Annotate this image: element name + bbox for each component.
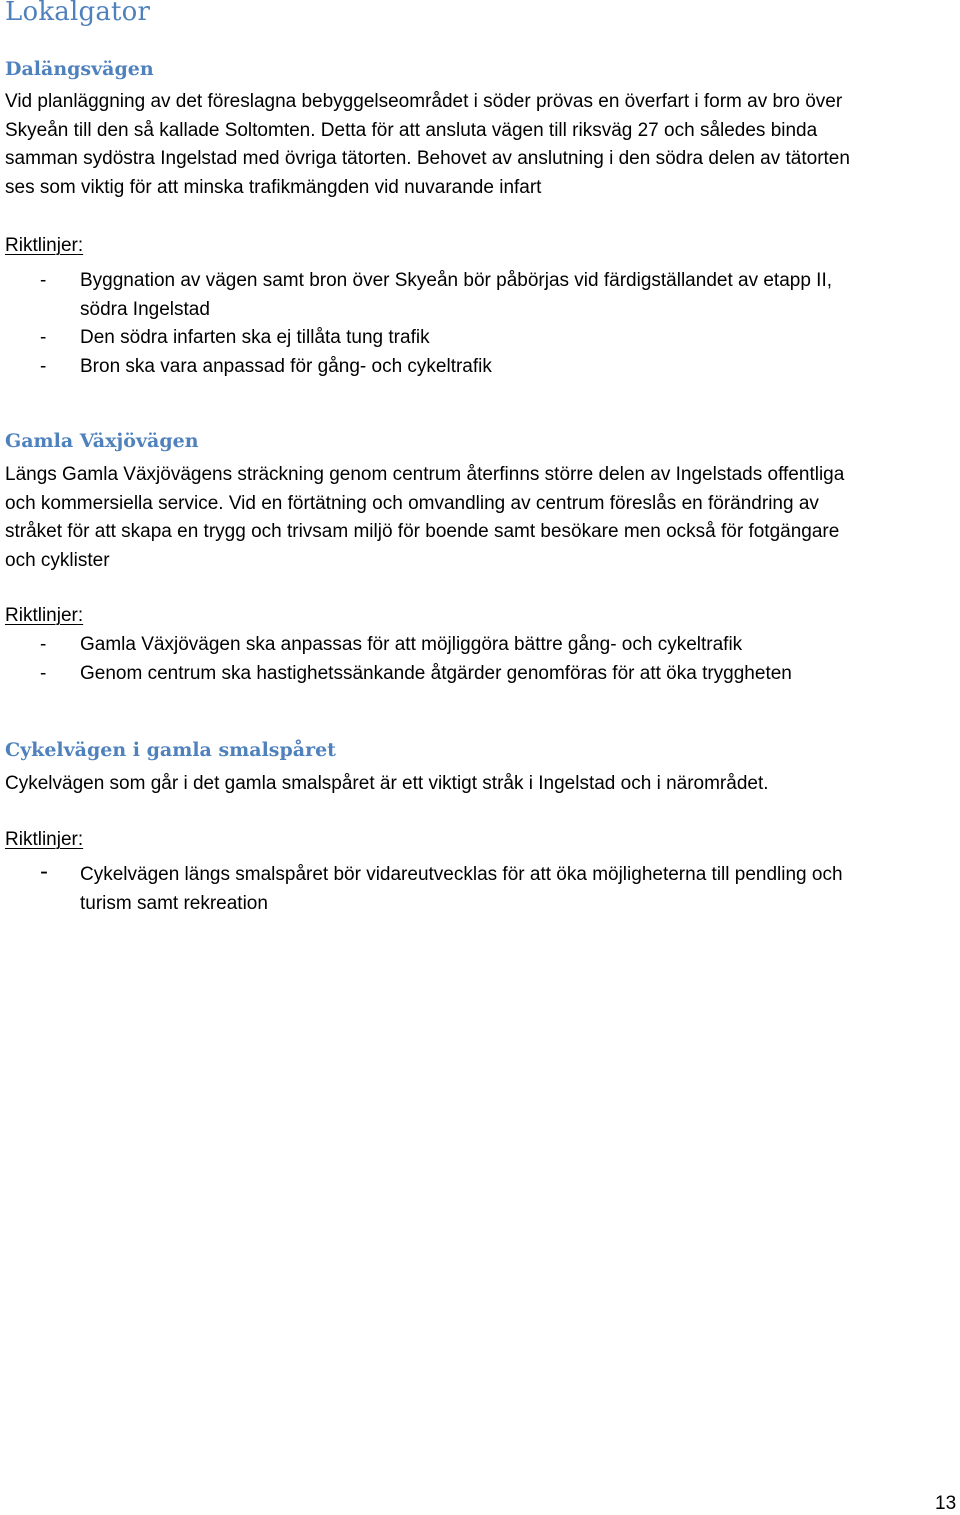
section-intro-cykelvagen xyxy=(5,770,950,799)
guideline-item xyxy=(5,353,950,382)
guidelines-list-gamla-vaxjovagen xyxy=(5,631,950,688)
guideline-item xyxy=(5,324,950,353)
list-dash: - xyxy=(40,634,47,655)
guideline-line: Genom centrum ska hastighetssänkande åtgärder genomföras för att öka tryggheten xyxy=(80,662,792,684)
guideline-line: Cykelvägen längs smalspåret bör vidareutvecklas för att öka möjligheterna till pendling och xyxy=(80,864,843,885)
list-dash: - xyxy=(40,355,47,377)
intro-line: och cyklister xyxy=(5,549,110,571)
guideline-line: Den södra infarten ska ej tillåta tung trafik xyxy=(80,327,430,349)
intro-line: samman sydöstra Ingelstad med övriga tätorten. Behovet av anslutning i den södra delen av tätorten xyxy=(5,148,850,170)
guideline-line: turism samt rekreation xyxy=(80,892,268,914)
list-dash: - xyxy=(40,327,47,349)
section-heading-gamla-vaxjovagen: Gamla Växjövägen xyxy=(5,430,199,452)
intro-line: Skyeån till den så kallade Soltomten. Detta för att ansluta vägen till riksväg 27 och således binda xyxy=(5,119,818,141)
section-heading-cykelvagen: Cykelvägen i gamla smalspåret xyxy=(5,739,336,761)
guideline-item xyxy=(5,660,950,689)
guidelines-colon: : xyxy=(77,605,84,626)
list-dash: - xyxy=(40,858,48,885)
guideline-item xyxy=(5,858,950,918)
list-dash: - xyxy=(40,662,47,684)
intro-line: Längs Gamla Växjövägens sträckning genom centrum återfinns större delen av Ingelstads offentliga xyxy=(5,464,845,485)
intro-line: Cykelvägen som går i det gamla smalspåret är ett viktigt stråk i Ingelstad och i närområdet. xyxy=(5,773,769,794)
guidelines-list-dalangsvagen xyxy=(5,267,950,381)
guidelines-label xyxy=(5,829,83,851)
guideline-line: Bron ska vara anpassad för gång- och cykeltrafik xyxy=(80,355,492,377)
guidelines-colon: : xyxy=(77,829,84,850)
list-dash: - xyxy=(40,270,47,291)
intro-line: och kommersiella service. Vid en förtätning och omvandling av centrum föreslås en förändring av xyxy=(5,492,819,514)
guideline-line: södra Ingelstad xyxy=(80,298,210,320)
guideline-line: Gamla Växjövägen ska anpassas för att möjliggöra bättre gång- och cykeltrafik xyxy=(80,634,743,655)
intro-line: Vid planläggning av det föreslagna bebyggelseområdet i söder prövas en överfart i form av bro över xyxy=(5,91,843,112)
guideline-item xyxy=(5,267,950,324)
section-heading-dalangsvagen: Dalängsvägen xyxy=(5,58,154,80)
section-intro-dalangsvagen xyxy=(5,88,950,202)
guidelines-label xyxy=(5,235,83,257)
guidelines-list-cykelvagen xyxy=(5,858,950,918)
document-title: Lokalgator xyxy=(5,0,151,27)
guidelines-label-text: Riktlinjer xyxy=(5,605,78,626)
intro-line: ses som viktig för att minska trafikmängden vid nuvarande infart xyxy=(5,176,542,198)
page-number: 13 xyxy=(935,1493,957,1514)
guideline-line: Byggnation av vägen samt bron över Skyeån bör påbörjas vid färdigställandet av etapp II, xyxy=(80,270,833,291)
guidelines-label-text: Riktlinjer xyxy=(5,235,78,256)
guidelines-label-text: Riktlinjer xyxy=(5,829,78,850)
guideline-item xyxy=(5,631,950,660)
intro-line: stråket för att skapa en trygg och trivsam miljö för boende samt besökare men också för fotgängare xyxy=(5,521,840,543)
guidelines-colon: : xyxy=(77,235,84,256)
guidelines-label xyxy=(5,605,83,627)
section-intro-gamla-vaxjovagen xyxy=(5,461,950,575)
